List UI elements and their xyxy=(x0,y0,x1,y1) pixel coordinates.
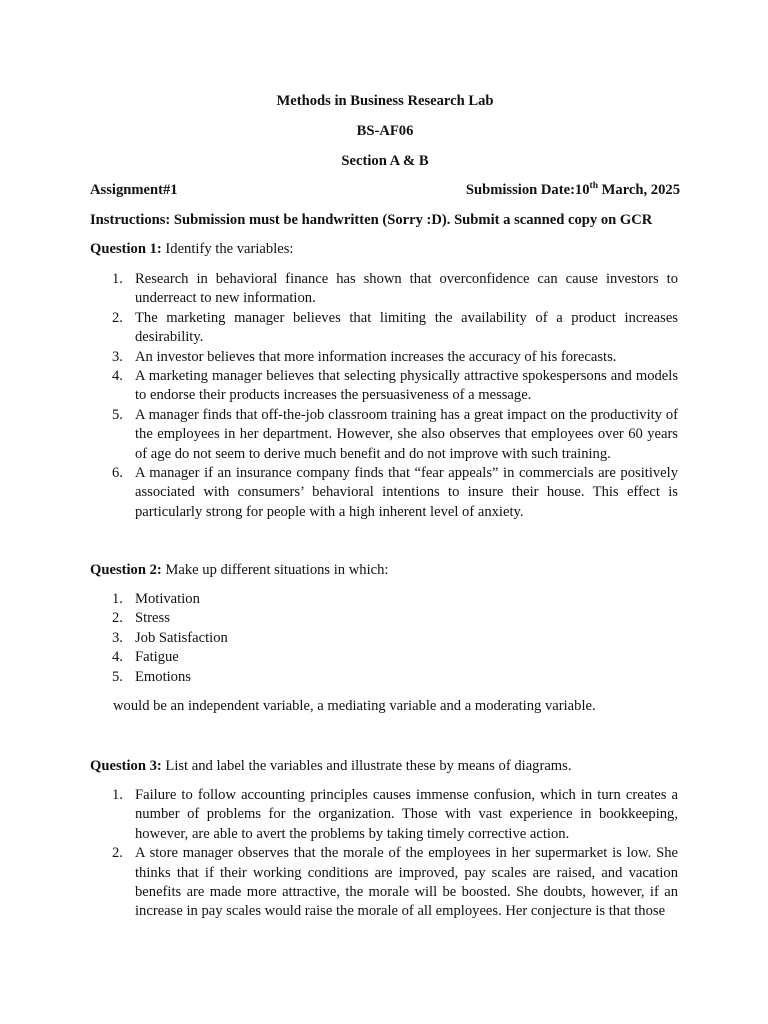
list-item xyxy=(90,367,678,406)
list-item-number: 2. xyxy=(112,845,123,862)
list-item xyxy=(90,270,678,309)
submission-date-sup: th xyxy=(589,181,598,192)
list-item xyxy=(90,590,678,609)
submission-date-suffix: March, 2025 xyxy=(597,182,680,198)
question-3-prompt: List and label the variables and illustrate these by means of diagrams. xyxy=(161,758,572,774)
instructions: Instructions: Submission must be handwritten (Sorry :D). Submit a scanned copy on GCR xyxy=(90,212,653,228)
assignment-row xyxy=(90,181,680,201)
list-item-number: 1. xyxy=(112,271,123,287)
list-item-text: Stress xyxy=(135,610,170,627)
list-item xyxy=(90,348,678,367)
list-item-number: 2. xyxy=(112,309,123,326)
list-item-number: 2. xyxy=(112,610,123,627)
list-item-text: Job Satisfaction xyxy=(135,629,228,646)
question-1-heading xyxy=(90,240,680,259)
list-item-text: Failure to follow accounting principles causes immense confusion, which in turn creates a number of problems for the organization. Those with vast experience in bookkeeping, however, are able to avert the problems by taking timely corrective action. xyxy=(135,787,678,842)
submission-date xyxy=(466,181,680,200)
list-item-number: 4. xyxy=(112,649,123,666)
question-2-heading xyxy=(90,561,680,580)
list-item-number: 5. xyxy=(112,668,123,685)
list-item-number: 1. xyxy=(112,787,123,803)
question-1-label: Question 1: xyxy=(90,241,162,257)
list-item-text: Emotions xyxy=(135,668,191,685)
question-3-label: Question 3: xyxy=(90,758,162,774)
course-title: Methods in Business Research Lab xyxy=(276,93,494,109)
list-item xyxy=(90,309,678,348)
list-item-text: Motivation xyxy=(135,591,200,607)
list-item xyxy=(90,629,678,648)
question-2-tail: would be an independent variable, a mediating variable and a moderating variable. xyxy=(113,698,596,714)
question-3-heading xyxy=(90,757,680,776)
list-item-text: Fatigue xyxy=(135,649,179,666)
submission-date-prefix: Submission Date:10 xyxy=(465,182,590,198)
list-item-number: 3. xyxy=(112,629,123,646)
list-item xyxy=(90,668,678,687)
list-item-number: 4. xyxy=(112,368,123,385)
list-item-text: A marketing manager believes that selecting physically attractive spokespersons and models to endorse their products increases the persuasiveness of a message. xyxy=(135,368,678,404)
list-item xyxy=(90,648,678,667)
list-item-text: A store manager observes that the morale of the employees in her supermarket is low. She thinks that if their working conditions are improved, pay scales are raised, and vacation benefits are made more attractive, the morale will be boosted. She doubts, however, if an increase in pay scales would raise the morale of all employees. Her conjecture is that those xyxy=(135,845,678,920)
section-label: Section A & B xyxy=(341,153,429,169)
list-item xyxy=(90,786,678,844)
question-2-label: Question 2: xyxy=(90,562,162,578)
list-item xyxy=(90,464,678,522)
list-item xyxy=(90,844,678,922)
list-item xyxy=(90,406,678,464)
question-1-prompt: Identify the variables: xyxy=(161,241,294,257)
question-2-list xyxy=(90,590,678,687)
list-item-text: Research in behavioral finance has shown that overconfidence can cause investors to underreact to new information. xyxy=(135,271,678,307)
question-1-list xyxy=(90,270,678,522)
assignment-label: Assignment#1 xyxy=(90,182,178,198)
list-item-number: 1. xyxy=(112,591,123,607)
list-item-number: 6. xyxy=(112,465,123,482)
list-item-text: The marketing manager believes that limiting the availability of a product increases desirability. xyxy=(135,309,678,346)
course-code: BS-AF06 xyxy=(356,123,414,139)
question-3-list xyxy=(90,786,678,922)
list-item-text: An investor believes that more information increases the accuracy of his forecasts. xyxy=(135,348,617,365)
list-item-text: A manager if an insurance company finds that “fear appeals” in commercials are positively associated with consumers’ behavioral intentions to insure their house. This effect is particularly strong for people with a high inherent level of anxiety. xyxy=(135,465,678,520)
list-item-number: 3. xyxy=(112,348,123,365)
list-item-number: 5. xyxy=(112,406,123,423)
question-2-prompt: Make up different situations in which: xyxy=(161,562,389,578)
list-item-text: A manager finds that off-the-job classroom training has a great impact on the productivity of the employees in her department. However, she also observes that employees over 60 years of age do not seem to derive much benefit and do not improve with such training. xyxy=(135,406,678,462)
list-item xyxy=(90,609,678,628)
